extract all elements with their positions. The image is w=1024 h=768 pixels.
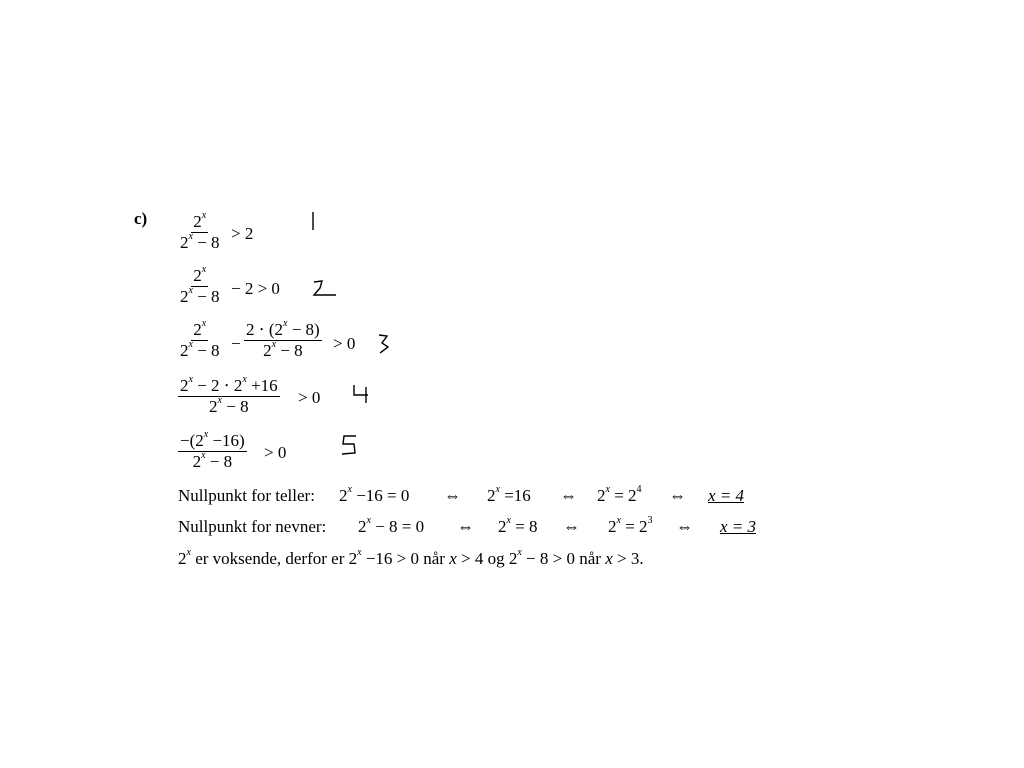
zero-teller-label: Nullpunkt for teller: — [178, 486, 315, 505]
rhs-line-2: − 2 > 0 — [231, 279, 280, 298]
fraction-line-2: $\frac{2^x}{2^x - 8}$ — [180, 264, 220, 306]
zero-nevner-eq3: $2^x = 2^3$ — [608, 515, 653, 536]
fraction-line-1: $\frac{2^x}{2^x - 8}$ — [180, 210, 220, 252]
equiv-arrow-2: ⇔ — [560, 486, 577, 505]
zero-teller-result: x = 4 — [708, 486, 745, 505]
equiv-arrow-4: ⇔ — [457, 517, 474, 536]
zero-nevner-label: Nullpunkt for nevner: — [178, 517, 327, 536]
rhs-line-5: > 0 — [264, 443, 287, 462]
zero-nevner-result: x = 3 — [720, 517, 757, 536]
rhs-line-3: > 0 — [333, 334, 356, 353]
rhs-line-4: > 0 — [298, 388, 321, 407]
fraction-line-3b: $\frac{2 \cdot (2^x - 8)}{2^x - 8}$ — [246, 318, 320, 360]
equiv-arrow-3: ⇔ — [669, 486, 686, 505]
fraction-line-4: $\frac{2^x - 2 \cdot 2^x +16}{2^x - 8}$ — [180, 374, 278, 416]
part-label: c) — [134, 209, 148, 228]
step-mark-2 — [310, 279, 340, 299]
zero-teller-eq1: $2^x -16 = 0$ — [339, 484, 410, 505]
step-mark-3 — [376, 333, 392, 355]
zero-nevner-eq1: $2^x - 8 = 0$ — [358, 515, 425, 536]
fraction-line-5: $\frac{-(2^x -16)}{2^x - 8}$ — [180, 429, 245, 471]
rhs-line-1: > 2 — [231, 224, 254, 243]
equiv-arrow-1: ⇔ — [444, 486, 461, 505]
conclusion-sentence: 2$^x$ er voksende, derfor er $2^x -16 > 0$ når x > 4 og $2^x - 8 > 0$ når x > 3. — [178, 547, 644, 568]
step-mark-5 — [338, 433, 362, 459]
zero-nevner-eq2: $2^x = 8$ — [498, 515, 538, 536]
step-mark-4 — [350, 383, 372, 405]
equiv-arrow-6: ⇔ — [676, 517, 693, 536]
step-mark-1 — [308, 210, 320, 232]
equiv-arrow-5: ⇔ — [563, 517, 580, 536]
zero-teller-eq2: $2^x =16$ — [487, 484, 531, 505]
fraction-line-3a: $\frac{2^x}{2^x - 8}$ — [180, 318, 220, 360]
zero-teller-eq3: $2^x = 2^4$ — [597, 484, 642, 505]
minus-line-3: − — [231, 334, 241, 353]
